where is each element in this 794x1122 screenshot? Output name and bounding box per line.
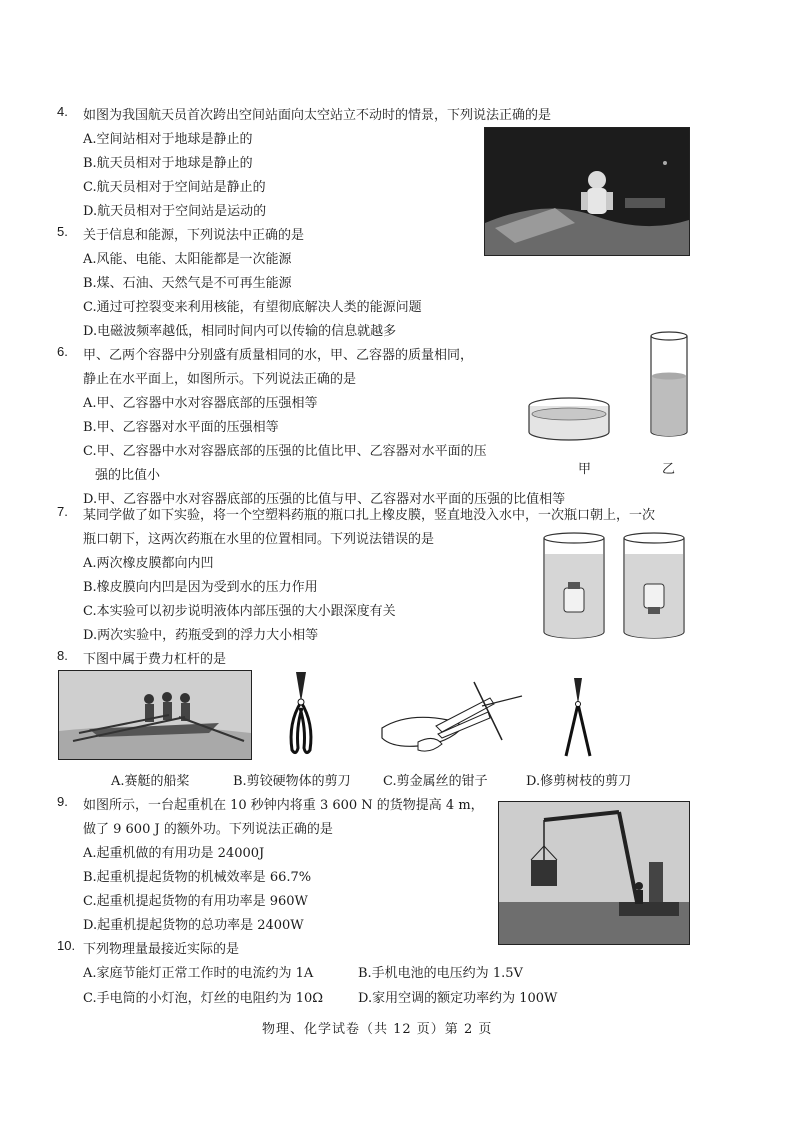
q10-number: 10.	[57, 938, 76, 953]
q10-stem: 下列物理量最接近实际的是	[83, 942, 240, 957]
q4-option-b: B.航天员相对于地球是静止的	[83, 156, 253, 171]
q9-option-d: D.起重机提起货物的总功率是 2400W	[83, 918, 304, 933]
rowing-boat-photo	[58, 670, 252, 760]
bottle-beakers-figure	[540, 532, 690, 644]
crane-photo	[498, 801, 690, 945]
q6-option-c-cont: 强的比值小	[95, 468, 161, 483]
q9-option-c: C.起重机提起货物的有用功率是 960W	[83, 894, 308, 909]
q6-option-b: B.甲、乙容器对水平面的压强相等	[83, 420, 279, 435]
q4-option-a: A.空间站相对于地球是静止的	[83, 132, 253, 147]
q8-option-d: D.修剪树枝的剪刀	[526, 774, 632, 789]
q6-number: 6.	[57, 344, 68, 359]
q5-option-c: C.通过可控裂变来利用核能，有望彻底解决人类的能源问题	[83, 300, 422, 315]
q5-stem: 关于信息和能源，下列说法中正确的是	[83, 228, 305, 243]
tin-snips-figure	[282, 668, 320, 760]
q4-stem: 如图为我国航天员首次跨出空间站面向太空站立不动时的情景，下列说法正确的是	[83, 108, 552, 123]
page-footer: 物理、化学试卷（共 12 页）第 2 页	[262, 1022, 493, 1037]
q4-number: 4.	[57, 104, 68, 119]
q10-option-a: A.家庭节能灯正常工作时的电流约为 1A	[83, 966, 314, 981]
q10-option-d: D.家用空调的额定功率约为 100W	[358, 991, 558, 1006]
pliers-hand-figure	[378, 676, 526, 756]
q8-option-b: B.剪铰硬物体的剪刀	[233, 774, 351, 789]
q8-stem: 下图中属于费力杠杆的是	[83, 652, 227, 667]
q5-option-b: B.煤、石油、天然气是不可再生能源	[83, 276, 292, 291]
q4-option-c: C.航天员相对于空间站是静止的	[83, 180, 266, 195]
q6-option-a: A.甲、乙容器中水对容器底部的压强相等	[83, 396, 318, 411]
q10-option-c: C.手电筒的小灯泡，灯丝的电阻约为 10Ω	[83, 991, 324, 1006]
q7-option-b: B.橡皮膜向内凹是因为受到水的压力作用	[83, 580, 318, 595]
q5-option-d: D.电磁波频率越低，相同时间内可以传输的信息就越多	[83, 324, 397, 339]
q8-option-c: C.剪金属丝的钳子	[383, 774, 488, 789]
q9-stem-line1: 如图所示，一台起重机在 10 秒钟内将重 3 600 N 的货物提高 4 m，	[83, 798, 484, 813]
q7-number: 7.	[57, 504, 68, 519]
q6-option-d: D.甲、乙容器中水对容器底部的压强的比值与甲、乙容器对水平面的压强的比值相等	[83, 492, 566, 507]
q9-option-b: B.起重机提起货物的机械效率是 66.7%	[83, 870, 312, 885]
q9-stem-line2: 做了 9 600 J 的额外功。下列说法正确的是	[83, 822, 333, 837]
q8-option-a: A.赛艇的船桨	[111, 774, 190, 789]
astronaut-photo	[484, 127, 690, 256]
q10-option-b: B.手机电池的电压约为 1.5V	[358, 966, 523, 981]
q5-number: 5.	[57, 224, 68, 239]
container-label-yi: 乙	[662, 462, 676, 477]
q7-option-a: A.两次橡皮膜都向内凹	[83, 556, 214, 571]
q7-stem-line1: 某同学做了如下实验，将一个空塑料药瓶的瓶口扎上橡皮膜，竖直地没入水中，一次瓶口朝上，一次	[83, 508, 656, 523]
q6-stem-line2: 静止在水平面上，如图所示。下列说法正确的是	[83, 372, 357, 387]
q9-number: 9.	[57, 794, 68, 809]
q5-option-a: A.风能、电能、太阳能都是一次能源	[83, 252, 292, 267]
q7-option-d: D.两次实验中，药瓶受到的浮力大小相等	[83, 628, 319, 643]
q6-option-c: C.甲、乙容器中水对容器底部的压强的比值比甲、乙容器对水平面的压	[83, 444, 487, 459]
pruning-shears-figure	[560, 674, 596, 760]
q6-stem-line1: 甲、乙两个容器中分别盛有质量相同的水，甲、乙容器的质量相同，	[83, 348, 474, 363]
q7-option-c: C.本实验可以初步说明液体内部压强的大小跟深度有关	[83, 604, 396, 619]
q8-number: 8.	[57, 648, 68, 663]
container-label-jia: 甲	[578, 462, 592, 477]
q4-option-d: D.航天员相对于空间站是运动的	[83, 204, 267, 219]
q7-stem-line2: 瓶口朝下，这两次药瓶在水里的位置相同。下列说法错误的是	[83, 532, 435, 547]
containers-figure	[524, 328, 694, 448]
q9-option-a: A.起重机做的有用功是 24000J	[83, 846, 265, 861]
